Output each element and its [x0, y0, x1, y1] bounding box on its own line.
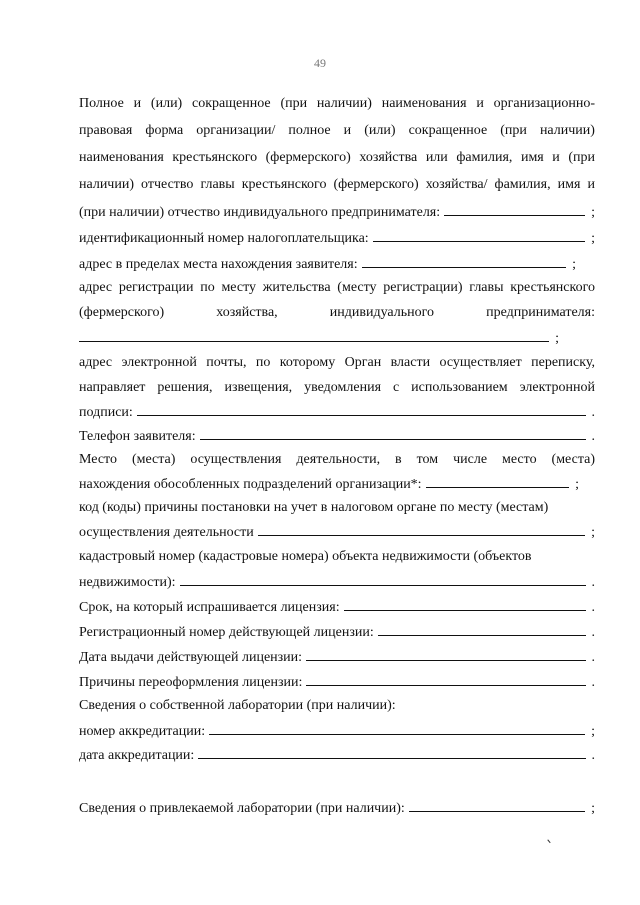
line-end: .: [591, 748, 595, 763]
blank-line[interactable]: [373, 230, 585, 242]
word: регистрации): [383, 280, 463, 295]
blank-line[interactable]: [137, 404, 586, 416]
word: Место: [79, 452, 117, 467]
field-label: осуществления деятельности: [79, 525, 254, 540]
field-activity-place: [79, 476, 579, 493]
word: индивидуального: [329, 305, 434, 320]
scan-artifact: [547, 837, 553, 843]
justified-line: [79, 305, 595, 321]
field-cadastral: [79, 574, 595, 591]
word: (или): [364, 123, 396, 138]
line-end: .: [591, 575, 595, 590]
word: Орган: [344, 355, 382, 370]
line-end: ;: [591, 231, 595, 246]
field-reissue-reasons: [79, 674, 595, 691]
field-inn: [79, 230, 595, 247]
justified-line: [79, 150, 595, 166]
blank-line[interactable]: [198, 747, 585, 759]
word: и: [552, 150, 560, 165]
word: (места): [131, 452, 176, 467]
field-registration-address: [79, 330, 559, 347]
field-label: Регистрационный номер действующей лицензии:: [79, 625, 374, 640]
blank-line[interactable]: [258, 524, 585, 536]
word: (места): [551, 452, 595, 467]
word: Полное: [79, 96, 124, 111]
word: наличии): [79, 177, 134, 192]
word: место: [502, 452, 537, 467]
word: жительства: [262, 280, 331, 295]
word: фамилия,: [494, 177, 551, 192]
field-label: адрес в пределах места нахождения заявителя:: [79, 257, 358, 272]
word: в: [395, 452, 402, 467]
justified-line: [79, 177, 595, 193]
word: и: [587, 177, 595, 192]
field-license-term: [79, 599, 595, 616]
word: наличии): [316, 96, 372, 111]
word: наименования: [381, 96, 467, 111]
word: с: [392, 380, 400, 395]
word: (при: [280, 96, 308, 111]
field-phone: [79, 428, 595, 445]
word: фамилия,: [456, 150, 513, 165]
blank-line[interactable]: [209, 723, 585, 735]
field-external-lab: [79, 800, 595, 817]
word: или: [425, 150, 448, 165]
line-end: .: [591, 429, 595, 444]
word: решения,: [157, 380, 213, 395]
blank-line[interactable]: [378, 624, 586, 636]
word: организации/: [196, 123, 276, 138]
word: (фермерского): [79, 305, 165, 320]
field-license-date: [79, 649, 595, 666]
field-label: Срок, на который испрашивается лицензия:: [79, 600, 340, 615]
justified-line: [79, 96, 595, 112]
word: наличии): [539, 123, 595, 138]
blank-line[interactable]: [180, 574, 586, 586]
word: которому: [279, 355, 336, 370]
word: (фермерского): [333, 177, 419, 192]
field-accreditation-date: [79, 747, 595, 764]
word: адрес: [79, 280, 113, 295]
word: использованием: [411, 380, 508, 395]
field-label: дата аккредитации:: [79, 748, 195, 763]
blank-line[interactable]: [200, 428, 586, 440]
word: сокращенное: [192, 96, 271, 111]
word: предпринимателя:: [486, 305, 595, 320]
word: по: [255, 355, 271, 370]
word: власти: [390, 355, 431, 370]
blank-line[interactable]: [306, 649, 585, 661]
word: регистрации: [118, 280, 194, 295]
field-label: подписи:: [79, 405, 133, 420]
word: и: [133, 96, 142, 111]
word: форма: [145, 123, 184, 138]
blank-line[interactable]: [426, 476, 570, 488]
word: организационно-: [493, 96, 595, 111]
page-number: 49: [314, 56, 326, 70]
line-end: ;: [572, 257, 576, 272]
word: переписку,: [531, 355, 595, 370]
word: осуществляет: [439, 355, 522, 370]
field-label: нахождения обособленных подразделений организации*:: [79, 477, 422, 492]
blank-line[interactable]: [409, 800, 585, 812]
word: почты,: [206, 355, 247, 370]
word: осуществления: [190, 452, 282, 467]
justified-line: [79, 280, 595, 296]
field-label: недвижимости):: [79, 575, 176, 590]
field-accreditation-number: [79, 723, 595, 740]
word: (или): [150, 96, 183, 111]
word: уведомления: [304, 380, 382, 395]
line-end: .: [591, 625, 595, 640]
word: правовая: [79, 123, 133, 138]
line-end: ;: [591, 724, 595, 739]
word: электронной: [121, 355, 197, 370]
line-end: .: [591, 650, 595, 665]
justified-line: [79, 452, 595, 468]
line-end: ;: [591, 801, 595, 816]
word: имя: [557, 177, 581, 192]
word: и: [476, 96, 484, 111]
field-kpp: [79, 524, 595, 541]
justified-line: [79, 355, 595, 371]
word: наименования: [79, 150, 164, 165]
word: отчество: [141, 177, 194, 192]
field-label: Причины переоформления лицензии:: [79, 675, 303, 690]
field-label: идентификационный номер налогоплательщика:: [79, 231, 369, 246]
field-label: Телефон заявителя:: [79, 429, 196, 444]
blank-line[interactable]: [79, 330, 549, 342]
word: (при: [500, 123, 527, 138]
word: полное: [288, 123, 331, 138]
word: извещения,: [224, 380, 293, 395]
word: главы: [469, 280, 504, 295]
field-label: Дата выдачи действующей лицензии:: [79, 650, 303, 665]
line-end: ;: [591, 525, 595, 540]
word: хозяйства/: [425, 177, 488, 192]
line-end: .: [591, 675, 595, 690]
line-end: .: [591, 405, 595, 420]
blank-line[interactable]: [306, 674, 585, 686]
justified-line: [79, 123, 595, 139]
field-license-number: [79, 624, 595, 641]
word: том: [416, 452, 439, 467]
line-end: .: [591, 600, 595, 615]
cadastral-label-line: кадастровый номер (кадастровые номера) объекта недвижимости (объектов: [79, 549, 532, 564]
word: по: [200, 280, 215, 295]
word: деятельности,: [296, 452, 381, 467]
word: крестьянского: [241, 177, 327, 192]
word: месту: [221, 280, 257, 295]
field-label: Сведения о привлекаемой лаборатории (при наличии):: [79, 801, 405, 816]
word: главы: [200, 177, 235, 192]
line-end: ;: [575, 477, 579, 492]
field-email-signature: [79, 404, 595, 421]
justified-line: [79, 380, 595, 396]
own-lab-heading: Сведения о собственной лаборатории (при наличии):: [79, 698, 396, 713]
word: и: [343, 123, 352, 138]
word: (при: [568, 150, 595, 165]
word: направляет: [79, 380, 146, 395]
line-end: ;: [591, 205, 595, 220]
word: (месту: [337, 280, 377, 295]
field-label: (при наличии) отчество индивидуального предпринимателя:: [79, 205, 441, 220]
word: сокращенное: [408, 123, 488, 138]
line-end: ;: [555, 331, 559, 346]
word: адрес: [79, 355, 113, 370]
kpp-label-line: код (коды) причины постановки на учет в налоговом органе по месту (местам): [79, 500, 549, 515]
blank-line[interactable]: [344, 599, 586, 611]
word: крестьянского: [172, 150, 258, 165]
field-entrepreneur-name: [79, 204, 595, 221]
field-label: номер аккредитации:: [79, 724, 206, 739]
blank-line[interactable]: [444, 204, 585, 216]
word: имя: [520, 150, 544, 165]
field-applicant-address: [79, 256, 576, 273]
word: хозяйства,: [216, 305, 278, 320]
blank-line[interactable]: [362, 256, 566, 268]
word: (фермерского): [265, 150, 351, 165]
word: числе: [453, 452, 488, 467]
word: хозяйства: [359, 150, 418, 165]
word: электронной: [519, 380, 595, 395]
word: крестьянского: [510, 280, 595, 295]
